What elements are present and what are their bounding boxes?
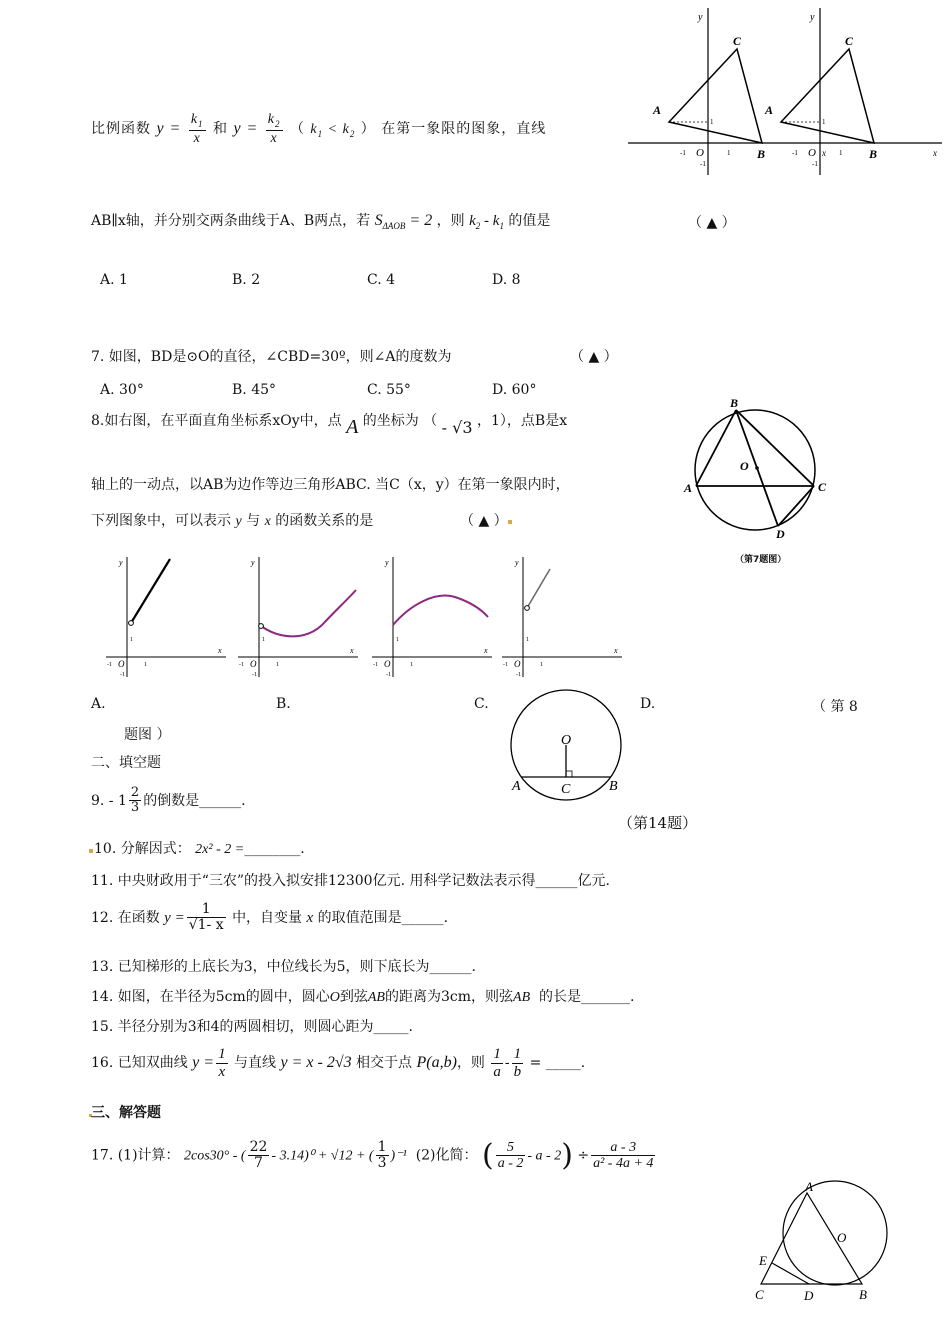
graph-c-label-n1y: -1 [386, 672, 391, 678]
q6-option-c: C. 4 [367, 272, 396, 288]
q9-suffix: 的倒数是______. [143, 792, 246, 809]
fig-top-label-c1: C [733, 34, 742, 48]
q11: 11. 中央财政用于“三农”的投入拟安排12300亿元. 用科学记数法表示得______亿元. [91, 873, 610, 889]
q8-option-a-label: A. [91, 696, 106, 712]
graph-c-label-y: y [385, 558, 389, 567]
fig-bottom-label-d: D [804, 1288, 814, 1303]
q6-line1 [91, 112, 546, 146]
q16-then: ，则 [456, 1055, 485, 1071]
fig-bottom-label-o: O [837, 1230, 847, 1245]
graph-a-label-1y: 1 [130, 637, 133, 643]
graph-a-label-1x: 1 [144, 662, 147, 668]
q16-y: y = [192, 1054, 215, 1071]
q10-expr: 2x² - 2 = [195, 842, 245, 857]
q17-frac-22-7: $\frac{22}{7}$ [249, 1138, 268, 1171]
q8-graph-c [370, 555, 495, 680]
q9-prefix: 9. - 1 [91, 792, 127, 809]
q8-coord-open: （ [423, 413, 438, 429]
q12-y: y = [164, 909, 185, 926]
q14-ab: AB [367, 990, 385, 1005]
q12-frac: $\frac{1}{√1- x}$ [188, 901, 224, 934]
fig-top-label-x-mid: x [822, 148, 826, 158]
fig-top-label-y1: y [698, 12, 703, 23]
q12-prefix: 12. 在函数 [91, 909, 160, 926]
q8-fig-caption-part1: （ 第 8 [812, 699, 858, 715]
q17-div: ÷ [577, 1147, 590, 1164]
graph-c-label-1y: 1 [396, 637, 399, 643]
q8-graph-d [500, 555, 625, 680]
graph-b-label-o: O [250, 659, 257, 669]
fig-top-label-c2: C [845, 34, 854, 48]
fig-bottom-label-c: C [755, 1287, 764, 1302]
graph-a-label-n1x: -1 [107, 662, 112, 668]
q6-line2-suffix: 的值是 [508, 213, 551, 229]
q17-expr1: 2cos30° - ( [184, 1148, 246, 1164]
fig7-label-o: O [740, 459, 749, 473]
graph-d-label-1x: 1 [540, 662, 543, 668]
q15: 15. 半径分别为3和4的两圆相切，则圆心距为_____. [91, 1019, 413, 1035]
fig-top-label-n1c: -1 [700, 160, 706, 168]
q17-frac-last: $\frac{a - 3}{\text{a² - 4a + 4}}$ [593, 1139, 654, 1171]
fig-top-label-b1: B [757, 147, 766, 161]
q6-paren-open: （ [289, 121, 305, 138]
q6-cond: $k_1 < k_2$ [310, 122, 356, 140]
fig7-label-a: A [684, 481, 693, 495]
q16-mid: 与直线 [234, 1055, 277, 1071]
decorative-dot [508, 520, 512, 524]
q16-mid2: 相交于点 [356, 1055, 413, 1071]
q17-part2: (2)化简： [415, 1147, 478, 1164]
graph-d-label-n1x: -1 [503, 662, 508, 668]
fig-bottom-label-e: E [759, 1253, 767, 1268]
q8-line3-suffix: 的函数关系的是 [275, 513, 374, 529]
q17-frac-1-3: $\frac{1}{3}$ [377, 1138, 387, 1171]
fig14-label-a: A [512, 779, 521, 794]
q14-prefix: 14. 如图，在半径为5cm的圆中，圆心 [91, 989, 330, 1005]
fig-top-label-b2: B [869, 147, 878, 161]
q8-neg-sqrt3: - √3 [441, 418, 473, 437]
graph-c-label-o: O [384, 659, 391, 669]
q13: 13. 已知梯形的上底长为3，中位线长为5，则下底长为______. [91, 959, 476, 975]
q16-line: y = x - 2√3 [280, 1054, 352, 1071]
fig14-circle-diagram [505, 690, 635, 810]
q6-then: ，则 [436, 213, 465, 229]
q7-option-c: C. 55° [367, 382, 411, 398]
q12 [91, 902, 448, 934]
fig7-circle-diagram [680, 390, 830, 550]
q8-fig-caption-part2: 题图 ） [124, 727, 171, 743]
q7-option-a: A. 30° [100, 382, 144, 398]
q17-expr2: - 3.14)⁰ + √12 + ( [271, 1148, 374, 1164]
q6-line2-prefix: AB∥x轴，并分别交两条曲线于A、B两点，若 [91, 213, 371, 229]
q14-suffix: 的长是_______. [539, 989, 635, 1005]
q6-answer-blank: （ ▲ ） [688, 215, 736, 231]
graph-d-label-o: O [514, 659, 521, 669]
q8-line1-prefix: 8.如右图，在平面直角坐标系xOy中，点 [91, 413, 342, 429]
fig-top-label-x: x [933, 148, 937, 158]
graph-b-label-1x: 1 [276, 662, 279, 668]
fig-top-label-o2: O [808, 147, 816, 159]
q6-and: 和 [212, 121, 228, 138]
fig14-label-c: C [561, 782, 571, 797]
q17-label: 17. (1)计算： [91, 1147, 180, 1164]
graph-a-label-o: O [118, 659, 125, 669]
q8-coord-close: ，1），点B是x [477, 413, 568, 429]
q17-lparen: ( [481, 1138, 494, 1173]
graph-a-label-n1y: -1 [120, 672, 125, 678]
q12-x: x [306, 909, 314, 926]
q16-frac-b: $\frac{1}{b}$ [513, 1046, 522, 1080]
q8-graph-a [104, 555, 229, 680]
fig7-label-c: C [818, 480, 827, 494]
q16-point: P(a,b) [416, 1054, 457, 1071]
graph-d-label-x: x [614, 646, 618, 655]
q6-y2: y = [233, 120, 259, 138]
q6-suffix: 在第一象限的图象，直线 [381, 121, 547, 138]
q16-suffix: = _____. [529, 1055, 586, 1071]
q8-line2: 轴上的一动点，以AB为边作等边三角形ABC. 当C（x，y）在第一象限内时， [91, 477, 570, 493]
q17-rparen: ) [561, 1138, 573, 1173]
q8-line3-y: y [235, 514, 242, 529]
section2-heading: 二、填空题 [91, 755, 161, 771]
q8-line3-prefix: 下列图象中，可以表示 [91, 513, 231, 529]
fig7-label-b: B [730, 396, 739, 410]
q6-line2 [91, 210, 550, 231]
fig14-label-o: O [561, 733, 572, 748]
q16-minus: - [504, 1055, 510, 1071]
decorative-dot-q10 [89, 849, 93, 853]
q7-option-b: B. 45° [232, 382, 277, 398]
q14 [91, 986, 634, 1006]
q6-paren-close: ） [360, 121, 376, 138]
graph-a-label-x: x [218, 646, 222, 655]
q9 [91, 786, 246, 816]
q8-line3 [91, 510, 373, 530]
graph-d-label-1y: 1 [526, 637, 529, 643]
fig14-caption: （第14题） [618, 814, 698, 832]
q17-expr4: - a - 2 [527, 1148, 562, 1164]
graph-b-label-1y: 1 [262, 637, 265, 643]
q16-prefix: 16. 已知双曲线 [91, 1055, 188, 1071]
q14-mid2: 的距离为3cm，则弦 [384, 989, 514, 1005]
bottom-geometry-figure [745, 1175, 895, 1315]
q6-diff: $k_2 - k_1$ [469, 213, 504, 231]
q8-answer-blank: （ ▲ ） [460, 513, 508, 529]
q6-area: $S_{\Delta AOB} = 2$ [374, 212, 433, 231]
fig-top-label-n1d: -1 [812, 160, 818, 168]
q10 [94, 838, 305, 858]
q6-frac1: $\frac{k_1}{x}$ [190, 112, 204, 146]
top-coordinate-figure [620, 0, 950, 180]
fig7-caption: （第7题图） [735, 555, 787, 565]
q8-option-c-label: C. [474, 696, 489, 712]
fig-top-label-y2: y [810, 12, 815, 23]
q17 [91, 1138, 657, 1173]
graph-d-label-y: y [515, 558, 519, 567]
q7-text: 7. 如图，BD是⊙O的直径，∠CBD=30º，则∠A的度数为 [91, 349, 452, 365]
graph-a-label-y: y [119, 558, 123, 567]
q10-label: 10. 分解因式： [94, 841, 191, 857]
q7-option-d: D. 60° [492, 382, 537, 398]
q16-frac-a: $\frac{1}{a}$ [493, 1046, 501, 1080]
fig-top-label-n1a: -1 [680, 149, 686, 157]
graph-b-label-n1y: -1 [252, 672, 257, 678]
q8-line3-mid: 与 [246, 513, 261, 529]
q16 [91, 1046, 585, 1080]
q6-option-d: D. 8 [492, 272, 521, 288]
fig-top-label-1b: 1 [822, 118, 826, 126]
fig-top-label-n1b: -1 [792, 149, 798, 157]
graph-b-label-y: y [251, 558, 255, 567]
graph-b-label-x: x [350, 646, 354, 655]
q8-line1 [91, 410, 567, 439]
q14-ab2: AB [513, 990, 531, 1005]
graph-d-label-n1y: -1 [516, 672, 521, 678]
q6-prefix: 比例函数 [91, 121, 151, 138]
q12-suffix: 的取值范围是______. [317, 909, 449, 926]
q12-mid: 中，自变量 [232, 909, 303, 926]
fig-top-label-1d: 1 [839, 149, 843, 157]
fig-top-label-1c: 1 [727, 149, 731, 157]
q8-option-d-label: D. [640, 696, 656, 712]
q6-option-b: B. 2 [232, 272, 261, 288]
fig14-label-b: B [609, 779, 618, 794]
graph-c-label-1x: 1 [410, 662, 413, 668]
q17-frac-5: $\frac{5}{a - 2}$ [497, 1139, 524, 1171]
fig-bottom-label-b: B [859, 1287, 867, 1302]
q8-line3-x: x [264, 514, 271, 529]
section3-heading: 三、解答题 [91, 1105, 161, 1121]
q10-blank: ________. [244, 841, 305, 857]
q14-o: O [329, 990, 340, 1005]
q6-option-a: A. 1 [100, 272, 128, 288]
q14-mid: 到弦 [339, 989, 368, 1005]
fig-top-label-a2: A [765, 103, 774, 117]
fig7-label-d: D [776, 527, 785, 541]
graph-c-label-x: x [484, 646, 488, 655]
q17-expr3: )⁻¹ [390, 1148, 407, 1164]
graph-c-label-n1x: -1 [373, 662, 378, 668]
q16-frac-hyperbola: $\frac{1}{x}$ [218, 1046, 226, 1080]
q9-frac: $\frac{2}{3}$ [130, 785, 140, 816]
graph-b-label-n1x: -1 [239, 662, 244, 668]
fig-top-label-a1: A [653, 103, 662, 117]
q8-option-b-label: B. [276, 696, 291, 712]
q8-line1-mid: 的坐标为 [362, 413, 419, 429]
q8-point-a: A [346, 416, 359, 438]
q6-y1: y = [156, 120, 182, 138]
fig-top-label-1a: 1 [710, 118, 714, 126]
fig-bottom-label-a: A [805, 1179, 813, 1194]
q8-graph-b [236, 555, 361, 680]
fig-top-label-o1: O [696, 147, 704, 159]
q6-frac2: $\frac{k_2}{x}$ [267, 112, 281, 146]
q7-answer-blank: （ ▲ ） [570, 349, 618, 365]
